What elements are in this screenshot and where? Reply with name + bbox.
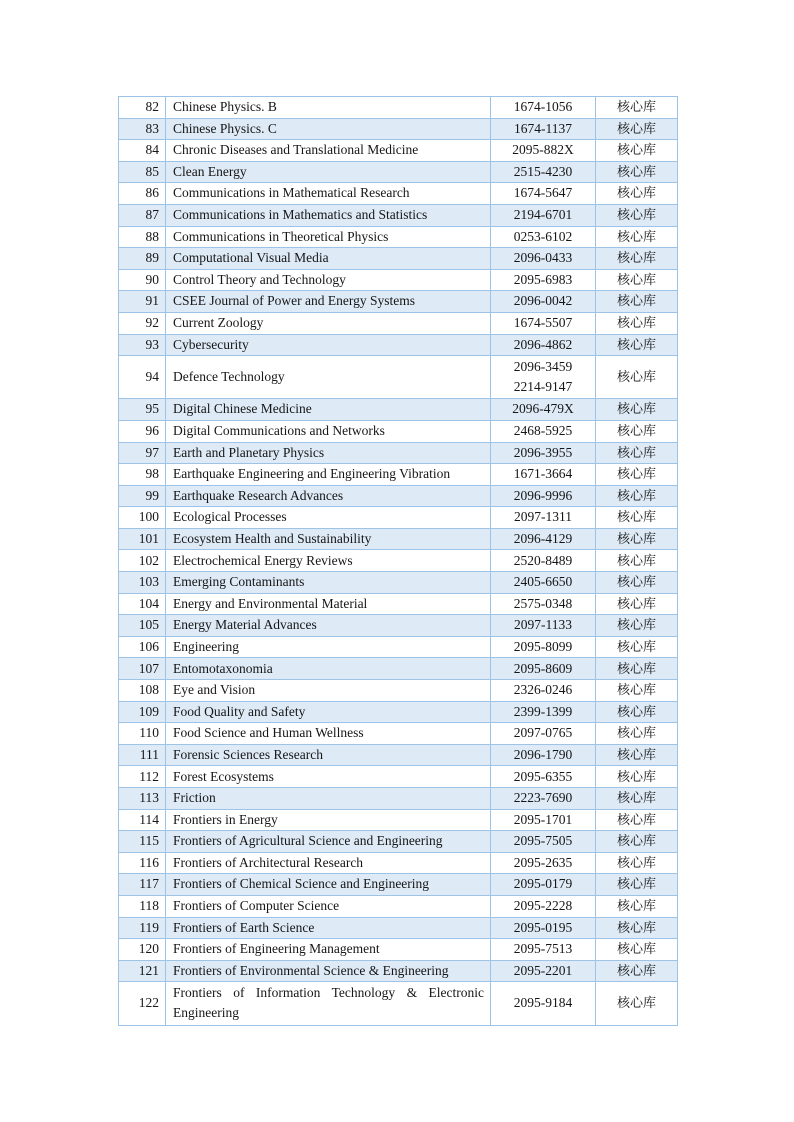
journal-status: 核心库 (596, 960, 678, 982)
journal-issn (491, 97, 596, 119)
journal-number: 109 (119, 701, 166, 723)
table-row (119, 636, 678, 658)
journal-status: 核心库 (596, 788, 678, 810)
journal-name: Energy and Environmental Material (166, 593, 491, 615)
journal-status: 核心库 (596, 183, 678, 205)
journal-name: Entomotaxonomia (166, 658, 491, 680)
journal-name: Engineering (166, 636, 491, 658)
table-row (119, 550, 678, 572)
journal-name: Clean Energy (166, 161, 491, 183)
journal-issn (491, 572, 596, 594)
journal-issn (491, 291, 596, 313)
issn-line: 2095-7505 (513, 833, 573, 849)
journal-name: Food Science and Human Wellness (166, 723, 491, 745)
journal-number: 104 (119, 593, 166, 615)
issn-line: 2095-2228 (513, 898, 573, 914)
table-row (119, 593, 678, 615)
issn-line: 2214-9147 (513, 379, 573, 395)
journal-name: Frontiers of Chemical Science and Engineering (166, 874, 491, 896)
journal-number: 112 (119, 766, 166, 788)
journal-number: 105 (119, 615, 166, 637)
journal-name: Communications in Mathematical Research (166, 183, 491, 205)
journal-status: 核心库 (596, 572, 678, 594)
journal-status: 核心库 (596, 895, 678, 917)
journal-number: 99 (119, 485, 166, 507)
issn-line: 2095-7513 (513, 941, 573, 957)
journal-issn (491, 356, 596, 399)
journal-issn (491, 550, 596, 572)
table-row (119, 420, 678, 442)
journal-status: 核心库 (596, 852, 678, 874)
journal-issn (491, 183, 596, 205)
journal-status: 核心库 (596, 658, 678, 680)
journal-status: 核心库 (596, 982, 678, 1025)
table-row (119, 248, 678, 270)
table-row (119, 442, 678, 464)
journal-name: Digital Chinese Medicine (166, 399, 491, 421)
journal-number: 108 (119, 680, 166, 702)
journal-status: 核心库 (596, 593, 678, 615)
journal-number: 92 (119, 312, 166, 334)
journal-name: Frontiers of Agricultural Science and Engineering (166, 831, 491, 853)
table-row (119, 723, 678, 745)
journal-status: 核心库 (596, 939, 678, 961)
journal-status: 核心库 (596, 399, 678, 421)
journal-status: 核心库 (596, 334, 678, 356)
journal-status: 核心库 (596, 701, 678, 723)
issn-line: 2097-1133 (514, 617, 572, 633)
issn-line: 2096-3459 (513, 358, 573, 374)
issn-line: 2405-6650 (513, 574, 573, 590)
table-row (119, 874, 678, 896)
issn-line: 2097-0765 (513, 725, 573, 741)
table-row (119, 485, 678, 507)
journal-issn (491, 161, 596, 183)
journal-issn (491, 658, 596, 680)
journal-name: Chinese Physics. B (166, 97, 491, 119)
journal-number: 120 (119, 939, 166, 961)
journal-number: 90 (119, 269, 166, 291)
journal-name: Ecological Processes (166, 507, 491, 529)
journal-table (118, 96, 678, 1026)
journal-issn (491, 917, 596, 939)
issn-line: 2468-5925 (513, 423, 573, 438)
journal-issn (491, 464, 596, 486)
journal-number: 97 (119, 442, 166, 464)
issn-line: 2095-6355 (513, 768, 573, 784)
table-row (119, 680, 678, 702)
issn-line: 2097-1311 (514, 509, 572, 525)
journal-number: 122 (119, 982, 166, 1025)
journal-name: Control Theory and Technology (166, 269, 491, 291)
table-row (119, 226, 678, 248)
journal-issn (491, 744, 596, 766)
table-row (119, 744, 678, 766)
journal-name: Cybersecurity (166, 334, 491, 356)
journal-issn (491, 680, 596, 702)
journal-number: 107 (119, 658, 166, 680)
issn-line: 2096-0042 (513, 293, 573, 309)
issn-line: 2095-0179 (513, 876, 573, 892)
issn-line: 2096-9996 (513, 487, 573, 503)
journal-status: 核心库 (596, 226, 678, 248)
issn-line: 1674-5507 (513, 315, 573, 331)
journal-issn (491, 701, 596, 723)
journal-name: Earth and Planetary Physics (166, 442, 491, 464)
issn-line: 2223-7690 (513, 790, 573, 806)
journal-status: 核心库 (596, 723, 678, 745)
journal-name: Frontiers of Architectural Research (166, 852, 491, 874)
journal-number: 98 (119, 464, 166, 486)
journal-issn (491, 593, 596, 615)
journal-issn (491, 615, 596, 637)
table-row (119, 312, 678, 334)
journal-name: Forest Ecosystems (166, 766, 491, 788)
table-row (119, 831, 678, 853)
journal-status: 核心库 (596, 420, 678, 442)
journal-name: Frontiers of Environmental Science & Engineering (166, 960, 491, 982)
journal-number: 103 (119, 572, 166, 594)
journal-issn (491, 895, 596, 917)
journal-issn (491, 420, 596, 442)
journal-name: Frontiers in Energy (166, 809, 491, 831)
journal-issn (491, 960, 596, 982)
journal-issn (491, 248, 596, 270)
journal-status: 核心库 (596, 204, 678, 226)
journal-issn (491, 874, 596, 896)
issn-line: 2096-479X (512, 401, 574, 417)
journal-name: Friction (166, 788, 491, 810)
table-row (119, 97, 678, 119)
journal-name: Emerging Contaminants (166, 572, 491, 594)
journal-issn (491, 831, 596, 853)
journal-status: 核心库 (596, 442, 678, 464)
journal-issn (491, 399, 596, 421)
journal-number: 106 (119, 636, 166, 658)
issn-line: 2095-882X (512, 142, 574, 158)
journal-name: Food Quality and Safety (166, 701, 491, 723)
journal-status: 核心库 (596, 917, 678, 939)
journal-name: CSEE Journal of Power and Energy Systems (166, 291, 491, 313)
table-row (119, 464, 678, 486)
journal-status: 核心库 (596, 528, 678, 550)
journal-number: 102 (119, 550, 166, 572)
journal-issn (491, 226, 596, 248)
journal-issn (491, 269, 596, 291)
table-row (119, 852, 678, 874)
journal-number: 83 (119, 118, 166, 140)
journal-number: 118 (119, 895, 166, 917)
issn-line: 2399-1399 (513, 703, 573, 719)
issn-line: 2520-8489 (513, 552, 573, 568)
journal-issn (491, 528, 596, 550)
table-row (119, 658, 678, 680)
journal-number: 86 (119, 183, 166, 205)
journal-number: 96 (119, 420, 166, 442)
journal-issn (491, 809, 596, 831)
issn-line: 2095-8609 (513, 660, 573, 676)
issn-line: 2575-0348 (513, 595, 573, 611)
journal-name: Chinese Physics. C (166, 118, 491, 140)
journal-name: Communications in Theoretical Physics (166, 226, 491, 248)
journal-status: 核心库 (596, 464, 678, 486)
journal-status: 核心库 (596, 312, 678, 334)
issn-line: 2096-4862 (513, 336, 573, 352)
table-row (119, 528, 678, 550)
journal-name: Digital Communications and Networks (166, 420, 491, 442)
journal-status: 核心库 (596, 680, 678, 702)
journal-status: 核心库 (596, 636, 678, 658)
journal-table-body (119, 97, 678, 1026)
table-row (119, 399, 678, 421)
journal-status: 核心库 (596, 485, 678, 507)
table-row (119, 809, 678, 831)
issn-line: 2095-0195 (513, 919, 573, 935)
journal-name: Frontiers of Engineering Management (166, 939, 491, 961)
table-row (119, 118, 678, 140)
issn-line: 2515-4230 (513, 163, 573, 179)
journal-status: 核心库 (596, 766, 678, 788)
journal-status: 核心库 (596, 118, 678, 140)
journal-name: Computational Visual Media (166, 248, 491, 270)
journal-status: 核心库 (596, 97, 678, 119)
journal-number: 100 (119, 507, 166, 529)
table-row (119, 183, 678, 205)
journal-number: 91 (119, 291, 166, 313)
journal-name: Eye and Vision (166, 680, 491, 702)
journal-name: Chronic Diseases and Translational Medicine (166, 140, 491, 162)
table-row (119, 939, 678, 961)
journal-issn (491, 766, 596, 788)
table-row (119, 161, 678, 183)
journal-number: 88 (119, 226, 166, 248)
issn-line: 2194-6701 (513, 207, 573, 223)
journal-status: 核心库 (596, 161, 678, 183)
journal-number: 95 (119, 399, 166, 421)
issn-line: 2095-2635 (513, 854, 573, 870)
table-row (119, 788, 678, 810)
journal-status: 核心库 (596, 874, 678, 896)
table-row (119, 572, 678, 594)
table-row (119, 917, 678, 939)
journal-name: Current Zoology (166, 312, 491, 334)
issn-line: 1671-3664 (513, 466, 573, 482)
issn-line: 2095-1701 (513, 811, 573, 827)
journal-number: 115 (119, 831, 166, 853)
issn-line: 1674-5647 (513, 185, 573, 201)
journal-name: Earthquake Research Advances (166, 485, 491, 507)
issn-line: 1674-1056 (513, 99, 573, 115)
issn-line: 2096-1790 (513, 746, 573, 762)
journal-issn (491, 723, 596, 745)
table-row (119, 269, 678, 291)
table-row (119, 960, 678, 982)
journal-issn (491, 485, 596, 507)
journal-number: 84 (119, 140, 166, 162)
journal-number: 89 (119, 248, 166, 270)
journal-number: 121 (119, 960, 166, 982)
journal-name: Energy Material Advances (166, 615, 491, 637)
journal-name: Frontiers of Earth Science (166, 917, 491, 939)
journal-number: 110 (119, 723, 166, 745)
journal-name: Electrochemical Energy Reviews (166, 550, 491, 572)
journal-issn (491, 442, 596, 464)
journal-number: 87 (119, 204, 166, 226)
table-row (119, 701, 678, 723)
journal-issn (491, 982, 596, 1025)
journal-name: Communications in Mathematics and Statistics (166, 204, 491, 226)
issn-line: 2096-3955 (513, 444, 573, 460)
journal-number: 114 (119, 809, 166, 831)
journal-number: 93 (119, 334, 166, 356)
issn-line: 2095-9184 (513, 995, 573, 1011)
issn-line: 0253-6102 (513, 228, 573, 244)
table-row (119, 140, 678, 162)
journal-name: Frontiers of Computer Science (166, 895, 491, 917)
issn-line: 2095-6983 (513, 271, 573, 287)
journal-number: 101 (119, 528, 166, 550)
issn-line: 2095-8099 (513, 638, 573, 654)
journal-name: Defence Technology (166, 356, 491, 399)
issn-line: 2326-0246 (513, 682, 573, 698)
journal-status: 核心库 (596, 615, 678, 637)
journal-status: 核心库 (596, 550, 678, 572)
journal-status: 核心库 (596, 507, 678, 529)
journal-issn (491, 118, 596, 140)
journal-issn (491, 507, 596, 529)
journal-issn (491, 788, 596, 810)
journal-status: 核心库 (596, 831, 678, 853)
journal-status: 核心库 (596, 291, 678, 313)
table-row (119, 982, 678, 1025)
table-row (119, 334, 678, 356)
table-row (119, 356, 678, 399)
issn-line: 1674-1137 (514, 120, 572, 136)
table-row (119, 615, 678, 637)
journal-status: 核心库 (596, 356, 678, 399)
journal-name: Frontiers of Information Technology & Electronic Engineering (166, 982, 491, 1025)
journal-status: 核心库 (596, 809, 678, 831)
journal-issn (491, 939, 596, 961)
journal-issn (491, 334, 596, 356)
journal-status: 核心库 (596, 744, 678, 766)
journal-name: Forensic Sciences Research (166, 744, 491, 766)
journal-issn (491, 636, 596, 658)
journal-status: 核心库 (596, 140, 678, 162)
journal-number: 82 (119, 97, 166, 119)
table-row (119, 291, 678, 313)
journal-number: 117 (119, 874, 166, 896)
table-row (119, 766, 678, 788)
table-row (119, 204, 678, 226)
issn-line: 2096-0433 (513, 250, 573, 266)
table-row (119, 895, 678, 917)
journal-number: 111 (119, 744, 166, 766)
journal-status: 核心库 (596, 248, 678, 270)
journal-number: 119 (119, 917, 166, 939)
issn-line: 2096-4129 (513, 530, 573, 546)
journal-number: 85 (119, 161, 166, 183)
journal-name: Earthquake Engineering and Engineering Vibration (166, 464, 491, 486)
journal-issn (491, 204, 596, 226)
journal-issn (491, 852, 596, 874)
table-row (119, 507, 678, 529)
journal-name: Ecosystem Health and Sustainability (166, 528, 491, 550)
journal-number: 116 (119, 852, 166, 874)
journal-number: 94 (119, 356, 166, 399)
journal-issn (491, 312, 596, 334)
journal-status: 核心库 (596, 269, 678, 291)
issn-line: 2095-2201 (513, 962, 573, 978)
journal-number: 113 (119, 788, 166, 810)
journal-issn (491, 140, 596, 162)
